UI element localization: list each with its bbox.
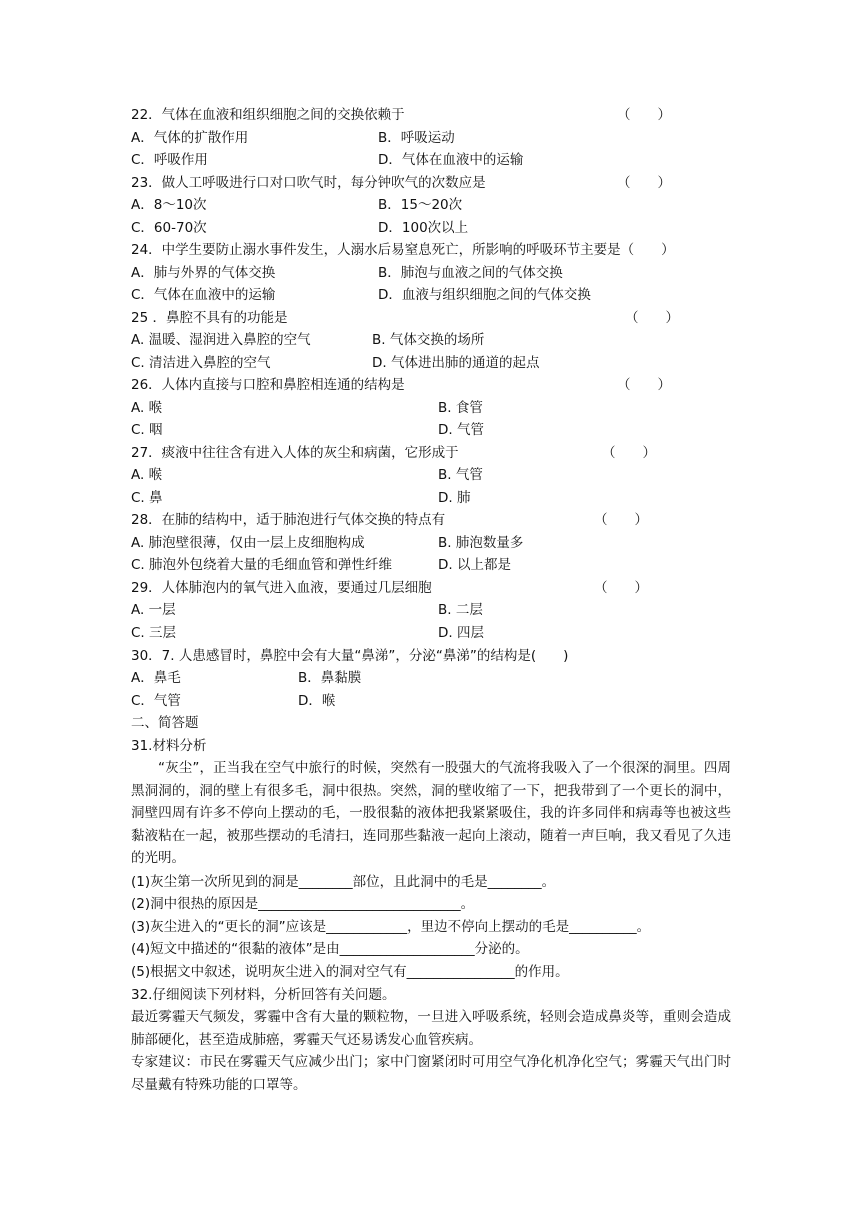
question-22-answer-paren: （ ） [617,107,671,123]
question-29-option-b: B. 二层 [438,602,483,618]
question-29-stem: 29．人体肺泡内的氧气进入血液，要通过几层细胞 [131,580,432,596]
question-32-title: 32.仔细阅读下列材料，分析回答有关问题。 [131,987,396,1003]
question-22-option-d: D．气体在血液中的运输 [378,152,524,168]
question-26-option-c: C. 咽 [131,422,163,438]
question-24-option-d: D．血液与组织细胞之间的气体交换 [378,287,591,303]
question-31-sub-2: (2)洞中很热的原因是______________________________。 [131,896,475,912]
question-26-stem: 26．人体内直接与口腔和鼻腔相连通的结构是 [131,377,405,393]
question-23-option-c: C．60-70次 [131,220,207,236]
question-30-option-c: C．气管 [131,693,181,709]
question-31-sub-3: (3)灰尘进入的“更长的洞”应该是____________，里边不停向上摆动的毛是__________。 [131,919,651,935]
question-26-option-b: B. 食管 [438,400,483,416]
question-27-option-b: B. 气管 [438,467,483,483]
question-29-answer-paren: （ ） [594,580,648,596]
question-25-option-c: C. 清洁进入鼻腔的空气 [131,355,271,371]
question-24-option-c: C．气体在血液中的运输 [131,287,276,303]
question-32-paragraph-1: 最近雾霾天气频发，雾霾中含有大量的颗粒物，一旦进入呼吸系统，轻则会造成鼻炎等，重则会造成肺部硬化，甚至造成肺癌，雾霾天气还易诱发心血管疾病。 [131,1009,731,1048]
question-30-stem: 30．7. 人患感冒时，鼻腔中会有大量“鼻涕”，分泌“鼻涕”的结构是( ) [131,648,569,664]
question-25-stem: 25 ．鼻腔不具有的功能是 [131,310,288,326]
question-29-option-d: D. 四层 [438,625,484,641]
question-30-option-d: D．喉 [298,693,336,709]
question-28-option-d: D. 以上都是 [438,557,511,573]
question-24-option-a: A．肺与外界的气体交换 [131,265,276,281]
question-27-option-d: D. 肺 [438,490,471,506]
question-28-stem: 28．在肺的结构中，适于肺泡进行气体交换的特点有 [131,512,446,528]
question-23-stem: 23．做人工呼吸进行口对口吹气时，每分钟吹气的次数应是 [131,175,486,191]
question-31-sub-4: (4)短文中描述的“很黏的液体”是由____________________分泌的。 [131,941,529,957]
question-30-option-b: B．鼻黏膜 [298,670,362,686]
question-31-title: 31.材料分析 [131,738,207,754]
question-22-option-a: A．气体的扩散作用 [131,130,249,146]
question-27-option-c: C. 鼻 [131,490,163,506]
question-28-answer-paren: （ ） [594,512,648,528]
question-28-option-a: A. 肺泡壁很薄，仅由一层上皮细胞构成 [131,535,365,551]
question-22-option-b: B．呼吸运动 [378,130,455,146]
question-31-passage: “灰尘”，正当我在空气中旅行的时候，突然有一股强大的气流将我吸入了一个很深的洞里。四周黑洞洞的，洞的壁上有很多毛，洞中很热。突然，洞的壁收缩了一下，把我带到了一个更长的洞中，洞壁四周有许多不停向上摆动的毛，一股很黏的液体把我紧紧吸住，我的许多同伴和病毒等也被这些黏液粘在一起，被那些摆动的毛清扫，连同那些黏液一起向上滚动，随着一声巨响，我又看见了久违的光明。 [131,760,731,867]
question-30-option-a: A．鼻毛 [131,670,181,686]
question-23-answer-paren: （ ） [617,175,671,191]
question-25-option-b: B. 气体交换的场所 [372,332,485,348]
question-25-answer-paren: （ ） [625,310,679,326]
question-29-option-a: A. 一层 [131,602,176,618]
question-26-option-d: D. 气管 [438,422,484,438]
question-29-option-c: C. 三层 [131,625,177,641]
question-27-option-a: A. 喉 [131,467,163,483]
question-31-sub-5: (5)根据文中叙述，说明灰尘进入的洞对空气有________________的作用。 [131,964,569,980]
question-24-stem: 24．中学生要防止溺水事件发生，人溺水后易窒息死亡，所影响的呼吸环节主要是（ ） [131,242,675,258]
question-25-option-d: D. 气体进出肺的通道的起点 [372,355,540,371]
question-23-option-b: B．15～20次 [378,197,463,213]
question-26-answer-paren: （ ） [617,377,671,393]
question-22-stem: 22．气体在血液和组织细胞之间的交换依赖于 [131,107,405,123]
question-28-option-b: B. 肺泡数量多 [438,535,524,551]
question-26-option-a: A. 喉 [131,400,163,416]
question-23-option-d: D．100次以上 [378,220,469,236]
question-28-option-c: C. 肺泡外包绕着大量的毛细血管和弹性纤维 [131,557,393,573]
question-27-answer-paren: （ ） [602,445,656,461]
question-22-option-c: C．呼吸作用 [131,152,208,168]
question-23-option-a: A．8～10次 [131,197,207,213]
section-heading-short-answer: 二、简答题 [131,715,199,731]
question-24-option-b: B．肺泡与血液之间的气体交换 [378,265,563,281]
question-25-option-a: A. 温暖、湿润进入鼻腔的空气 [131,332,311,348]
question-31-sub-1: (1)灰尘第一次所见到的洞是________部位，且此洞中的毛是________。 [131,874,556,890]
question-27-stem: 27．痰液中往往含有进入人体的灰尘和病菌，它形成于 [131,445,459,461]
question-32-paragraph-2: 专家建议：市民在雾霾天气应减少出门；家中门窗紧闭时可用空气净化机净化空气；雾霾天气出门时尽量戴有特殊功能的口罩等。 [131,1054,731,1093]
